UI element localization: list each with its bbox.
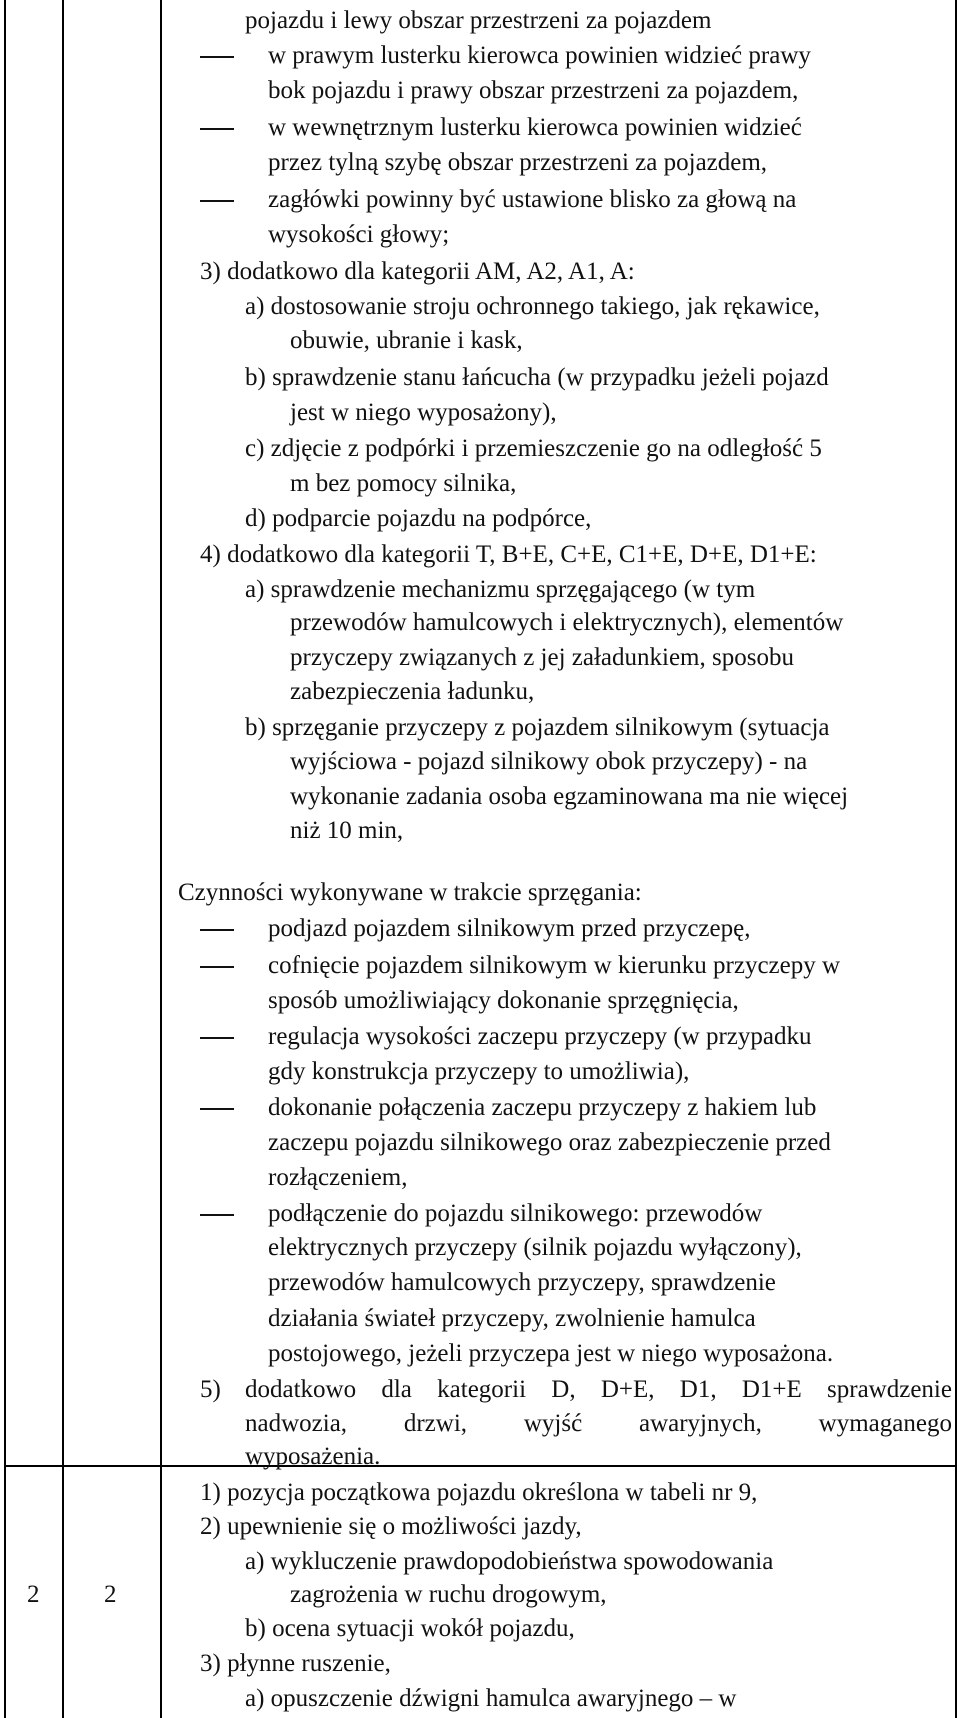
word: dla [381,1376,412,1403]
dash-bullet [200,200,234,202]
text-line: zabezpieczenia ładunku, [290,678,535,705]
list-item-5-line1 [245,1373,952,1406]
text-line: działania świateł przyczepy, zwolnienie hamulca [268,1305,756,1332]
dash-bullet [200,966,234,968]
text-line: sposób umożliwiający dokonanie sprzęgnięcia, [268,987,739,1014]
list-item-3: 3) dodatkowo dla kategorii AM, A2, A1, A: [200,258,635,285]
text-line: wykonanie zadania osoba egzaminowana ma nie więcej [290,783,849,810]
list-item-5-line2 [245,1407,952,1440]
text-line: zagłówki powinny być ustawione blisko za głową na [268,186,797,213]
text-line: rozłączeniem, [268,1164,408,1191]
dash-bullet [200,1214,234,1216]
section-heading: Czynności wykonywane w trakcie sprzęgania: [178,879,642,906]
text-line: wysokości głowy; [268,221,450,248]
text-line: wyjściowa - pojazd silnikowy obok przyczepy) - na [290,748,808,775]
list-item-3: 3) płynne ruszenie, [200,1650,391,1677]
word: D1+E [741,1376,802,1403]
text-line: gdy konstrukcja przyczepy to umożliwia), [268,1058,690,1085]
list-item-3b: b) sprawdzenie stanu łańcucha (w przypadku jeżeli pojazd [245,364,829,391]
text-line: w prawym lusterku kierowca powinien widzieć prawy [268,42,811,69]
row-number-col1: 2 [27,1581,40,1608]
word: D+E, [600,1376,655,1403]
list-item-4: 4) dodatkowo dla kategorii T, B+E, C+E, C1+E, D+E, D1+E: [200,541,817,568]
text-line: przewodów hamulcowych i elektrycznych), elementów [290,609,844,636]
text-line: przewodów hamulcowych przyczepy, sprawdzenie [268,1269,776,1296]
dash-bullet [200,56,234,58]
list-item-3d: d) podparcie pojazdu na podpórce, [245,505,592,532]
text-line: obuwie, ubranie i kask, [290,327,523,354]
word: D, [551,1376,576,1403]
text-line: regulacja wysokości zaczepu przyczepy (w przypadku [268,1023,812,1050]
list-item-3a: a) dostosowanie stroju ochronnego takiego, jak rękawice, [245,293,820,320]
text-line: zaczepu pojazdu silnikowego oraz zabezpieczenie przed [268,1129,831,1156]
word: drzwi, [403,1410,468,1437]
table-border-right [955,0,957,1718]
text-line: jest w niego wyposażony), [290,399,557,426]
word: nadwozia, [245,1410,348,1437]
text-line: postojowego, jeżeli przyczepa jest w niego wyposażona. [268,1340,834,1367]
text-line: przez tylną szybę obszar przestrzeni za pojazdem, [268,149,768,176]
dash-bullet [200,1108,234,1110]
text-line: zagrożenia w ruchu drogowym, [290,1581,607,1608]
list-item-3a: a) opuszczenie dźwigni hamulca awaryjnego – w [245,1685,737,1712]
dash-bullet [200,1037,234,1039]
list-item-5-line3: wyposażenia. [245,1443,381,1470]
word: dodatkowo [245,1376,357,1403]
text-line: dokonanie połączenia zaczepu przyczepy z hakiem lub [268,1094,817,1121]
table-border-col2 [160,0,162,1718]
list-item-3c: c) zdjęcie z podpórki i przemieszczenie go na odległość 5 [245,435,822,462]
list-item-1: 1) pozycja początkowa pojazdu określona w tabeli nr 9, [200,1479,758,1506]
word: wymaganego [818,1410,952,1437]
word: wyjść [523,1410,583,1437]
list-item-4a: a) sprawdzenie mechanizmu sprzęgającego (w tym [245,576,756,603]
dash-bullet [200,929,234,931]
word: kategorii [437,1376,527,1403]
dash-bullet [200,128,234,130]
text-line: przyczepy związanych z jej załadunkiem, sposobu [290,644,794,671]
text-line: niż 10 min, [290,817,404,844]
text-line: pojazdu i lewy obszar przestrzeni za pojazdem [245,7,712,34]
word: awaryjnych, [638,1410,762,1437]
text-line: bok pojazdu i prawy obszar przestrzeni za pojazdem, [268,77,799,104]
table-row-divider [4,1465,957,1467]
text-line: elektrycznych przyczepy (silnik pojazdu wyłączony), [268,1234,802,1261]
list-item-2b: b) ocena sytuacji wokół pojazdu, [245,1615,575,1642]
list-item-4b: b) sprzęganie przyczepy z pojazdem silnikowym (sytuacja [245,714,830,741]
word: sprawdzenie [827,1376,952,1403]
text-line: podjazd pojazdem silnikowym przed przyczepę, [268,915,751,942]
text-line: w wewnętrznym lusterku kierowca powinien widzieć [268,114,802,141]
text-line: m bez pomocy silnika, [290,470,517,497]
list-item-5-label: 5) [200,1376,221,1403]
word: D1, [679,1376,717,1403]
table-border-left [4,0,6,1718]
text-line: cofnięcie pojazdem silnikowym w kierunku przyczepy w [268,952,841,979]
row-number-col2: 2 [104,1581,117,1608]
table-border-col1 [62,0,64,1718]
list-item-2a: a) wykluczenie prawdopodobieństwa spowodowania [245,1548,774,1575]
text-line: podłączenie do pojazdu silnikowego: przewodów [268,1200,763,1227]
list-item-2: 2) upewnienie się o możliwości jazdy, [200,1513,582,1540]
